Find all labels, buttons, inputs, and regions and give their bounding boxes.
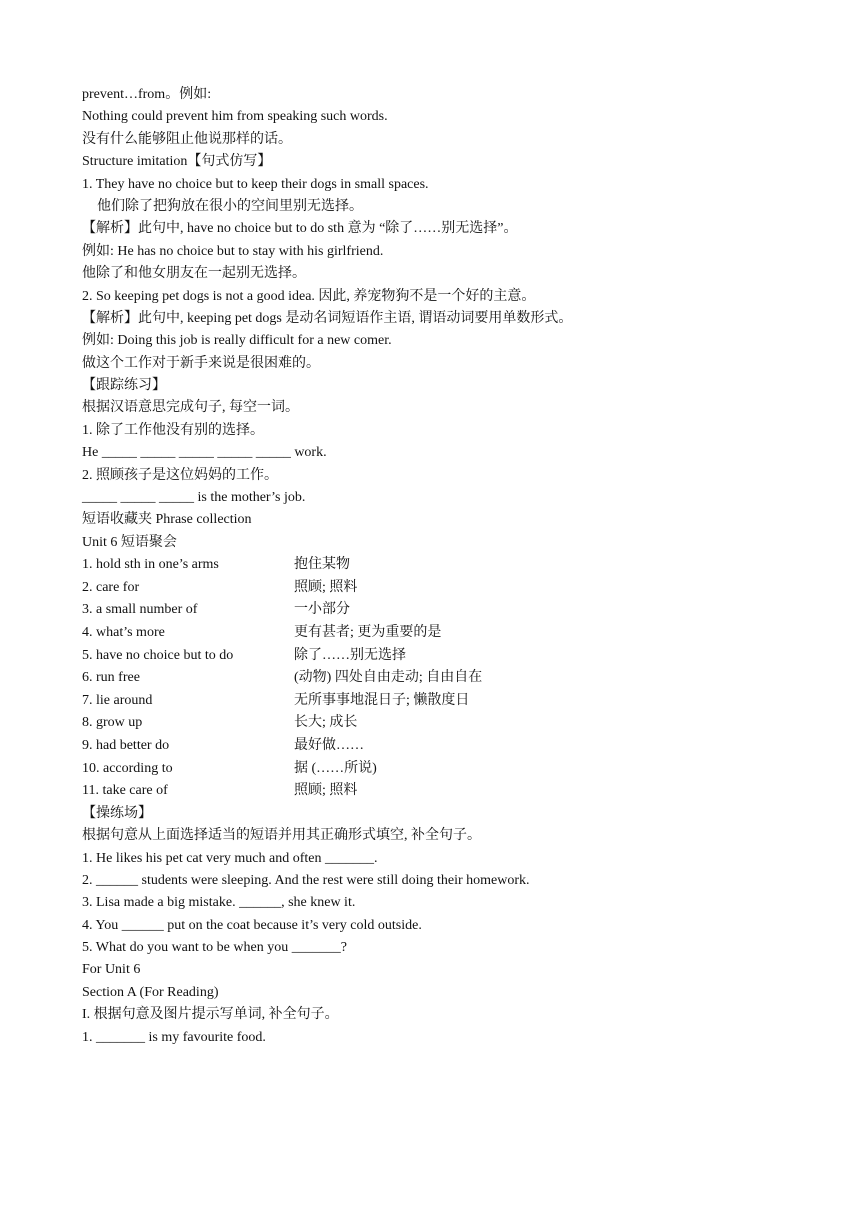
document-line: 2. So keeping pet dogs is not a good idea. 因此, 养宠物狗不是一个好的主意。 [82, 288, 536, 304]
phrase-chinese: 一小部分 [294, 602, 350, 618]
document-line: Structure imitation【句式仿写】 [82, 154, 272, 170]
document-line: 他们除了把狗放在很小的空间里别无选择。 [97, 198, 363, 214]
phrase-row [82, 577, 642, 600]
exercise-line: 【操练场】 [82, 805, 152, 821]
document-line: prevent…from。例如: [82, 87, 212, 102]
phrase-row [82, 599, 642, 622]
exercise-line: 3. Lisa made a big mistake. ______, she knew it. [82, 895, 356, 911]
text-block-bottom [82, 803, 802, 1049]
document-line: 例如: He has no choice but to stay with his girlfriend. [82, 243, 384, 259]
document-line: 1. They have no choice but to keep their dogs in small spaces. [82, 176, 429, 192]
document-line: 【解析】此句中, keeping pet dogs 是动名词短语作主语, 谓语动词要用单数形式。 [82, 310, 573, 326]
phrase-chinese: (动物) 四处自由走动; 自由自在 [294, 670, 483, 686]
phrase-chinese: 据 (……所说) [294, 760, 377, 776]
phrase-english: 3. a small number of [82, 602, 198, 618]
document-line: 2. 照顾孩子是这位妈妈的工作。 [82, 467, 278, 483]
document-line: 他除了和他女朋友在一起别无选择。 [82, 266, 306, 282]
document-line: 【跟踪练习】 [82, 378, 166, 394]
phrase-chinese: 长大; 成长 [294, 715, 358, 731]
phrase-english: 11. take care of [82, 783, 168, 799]
document-line: 短语收藏夹 Phrase collection [82, 512, 252, 528]
phrase-row [82, 758, 642, 781]
document-line: 1. 除了工作他没有别的选择。 [82, 422, 264, 438]
phrase-row [82, 622, 642, 645]
exercise-line: 1. _______ is my favourite food. [82, 1029, 266, 1045]
exercise-line: 5. What do you want to be when you _______? [82, 940, 347, 956]
document-line: 根据汉语意思完成句子, 每空一词。 [82, 400, 299, 416]
document-line: Unit 6 短语聚会 [82, 534, 177, 550]
document-line: Nothing could prevent him from speaking such words. [82, 109, 388, 125]
phrase-chinese: 无所事事地混日子; 懒散度日 [294, 692, 470, 708]
document-line: 【解析】此句中, have no choice but to do sth 意为 “除了……别无选择”。 [82, 221, 518, 237]
phrase-row [82, 712, 642, 735]
document-line: _____ _____ _____ is the mother’s job. [82, 490, 306, 506]
phrase-row [82, 667, 642, 690]
exercise-line: 4. You ______ put on the coat because it’s very cold outside. [82, 917, 422, 933]
phrase-row [82, 554, 642, 577]
document-line: 没有什么能够阻止他说那样的话。 [82, 131, 292, 147]
phrase-row [82, 780, 642, 803]
phrase-chinese: 照顾; 照料 [294, 783, 358, 799]
phrase-chinese: 更有甚者; 更为重要的是 [294, 624, 442, 640]
phrase-chinese: 抱住某物 [294, 557, 350, 573]
exercise-line: 2. ______ students were sleeping. And the rest were still doing their homework. [82, 872, 530, 888]
phrase-chinese: 照顾; 照料 [294, 579, 358, 595]
exercise-line: 1. He likes his pet cat very much and often _______. [82, 850, 378, 866]
phrase-row [82, 645, 642, 668]
phrase-english: 8. grow up [82, 715, 143, 731]
phrase-english: 4. what’s more [82, 624, 165, 640]
document-line: 例如: Doing this job is really difficult for a new comer. [82, 333, 392, 349]
phrase-chinese: 除了……别无选择 [294, 647, 406, 663]
phrase-english: 9. had better do [82, 737, 170, 753]
phrase-row [82, 690, 642, 713]
text-block-top [82, 84, 802, 554]
phrase-english: 1. hold sth in one’s arms [82, 557, 219, 573]
exercise-line: I. 根据句意及图片提示写单词, 补全句子。 [82, 1007, 339, 1023]
phrase-english: 6. run free [82, 670, 140, 686]
document-line: 做这个工作对于新手来说是很困难的。 [82, 355, 320, 371]
phrase-english: 2. care for [82, 579, 140, 595]
document-line: He _____ _____ _____ _____ _____ work. [82, 445, 327, 461]
exercise-line: For Unit 6 [82, 962, 141, 978]
phrase-row [82, 735, 642, 758]
phrase-english: 7. lie around [82, 692, 153, 708]
exercise-line: Section A (For Reading) [82, 984, 219, 1000]
phrase-chinese: 最好做…… [294, 737, 364, 753]
phrase-collection-list [82, 554, 642, 803]
phrase-english: 10. according to [82, 760, 173, 776]
document-page [82, 84, 802, 1049]
exercise-line: 根据句意从上面选择适当的短语并用其正确形式填空, 补全句子。 [82, 828, 481, 844]
phrase-english: 5. have no choice but to do [82, 647, 234, 663]
